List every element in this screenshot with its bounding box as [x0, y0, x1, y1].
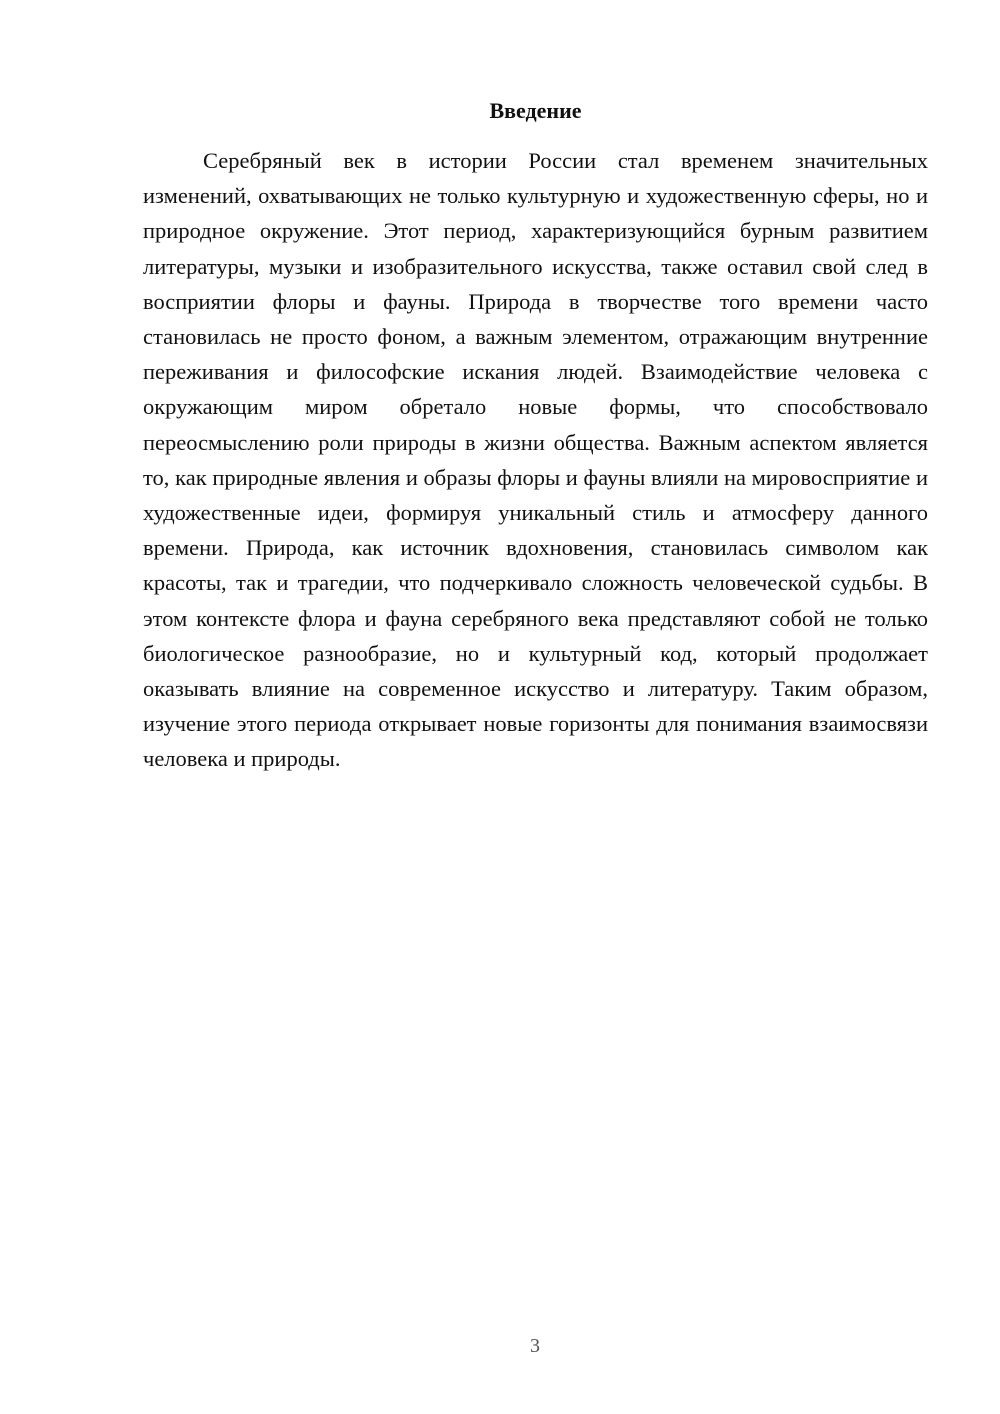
- introduction-paragraph: Серебряный век в истории России стал временем значительных изменений, охватывающих не только культурную и художественную сферы, но и природное окружение. Этот период, характеризующийся бурным развитием литературы, музыки и изобразительного искусства, также оставил свой след в восприятии флоры и фауны. Природа в творчестве того времени часто становилась не просто фоном, а важным элементом, отражающим внутренние переживания и философские искания людей. Взаимодействие человека с окружающим миром обретало новые формы, что способствовало переосмыслению роли природы в жизни общества. Важным аспектом является то, как природные явления и образы флоры и фауны влияли на мировосприятие и художественные идеи, формируя уникальный стиль и атмосферу данного времени. Природа, как источник вдохновения, становилась символом как красоты, так и трагедии, что подчеркивало сложность человеческой судьбы. В этом контексте флора и фауна серебряного века представляют собой не только биологическое разнообразие, но и культурный код, который продолжает оказывать влияние на современное искусство и литературу. Таким образом, изучение этого периода открывает новые горизонты для понимания взаимосвязи человека и природы.: [143, 148, 928, 772]
- section-heading: Введение: [489, 98, 582, 123]
- page-number: 3: [530, 1335, 540, 1357]
